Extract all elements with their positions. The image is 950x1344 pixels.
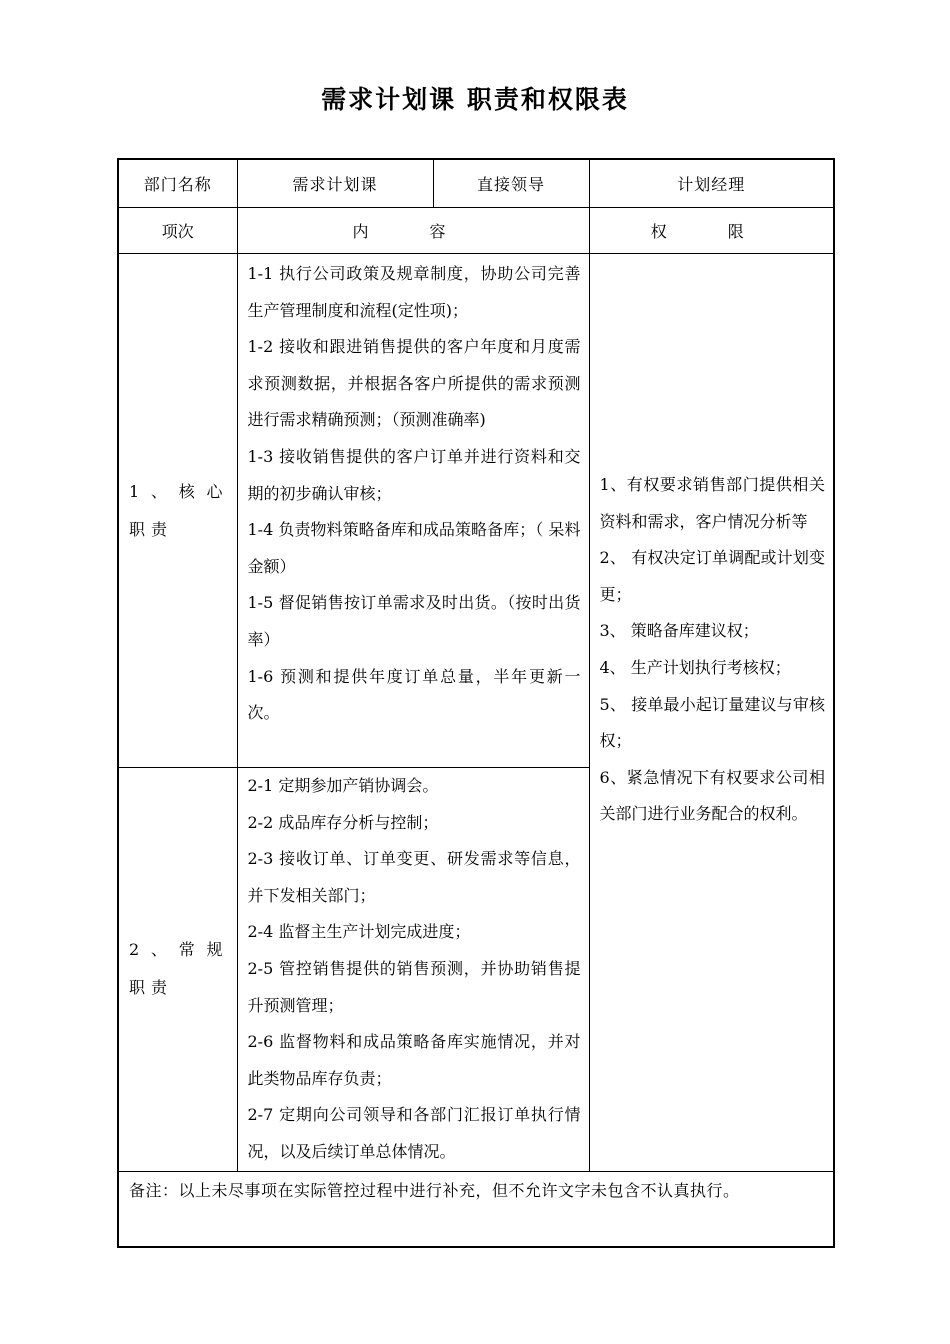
duty-item: 1-3 接收销售提供的客户订单并进行资料和交期的初步确认审核；: [247, 446, 581, 503]
direct-leader-value: 计划经理: [589, 159, 834, 208]
responsibility-table: [117, 158, 835, 1248]
duty-item: 2-7 定期向公司领导和各部门汇报订单执行情况，以及后续订单总体情况。: [247, 1105, 581, 1161]
duty-item: 2-3 接收订单、订单变更、研发需求等信息，并下发相关部门；: [247, 849, 581, 905]
direct-leader-label: 直接领导: [433, 159, 589, 208]
dept-name-label: 部门名称: [118, 159, 237, 208]
duty-item: 2-2 成品库存分析与控制；: [247, 812, 439, 832]
dept-name-value: 需求计划课: [237, 159, 433, 208]
authority-item: 3、 策略备库建议权；: [599, 621, 759, 641]
duty-item: 2-4 监督主生产计划完成进度；: [247, 922, 471, 942]
duty-item: 2-5 管控销售提供的销售预测，并协助销售提升预测管理；: [247, 958, 581, 1015]
authorities-cell: [589, 254, 834, 1172]
duty-item: 1-2 接收和跟进销售提供的客户年度和月度需求预测数据，并根据各客户所提供的需求预测进行需求精确预测；（预测准确率): [247, 337, 581, 430]
duty-item: 1-4 负责物料策略备库和成品策略备库；（ 呆料金额）: [247, 520, 581, 576]
section-label-routine: [118, 768, 237, 1172]
authority-item: 4、 生产计划执行考核权；: [599, 657, 791, 677]
core-duties-label: 1、核心职责: [129, 481, 229, 539]
authority-item: 5、 接单最小起订量建议与审核权；: [599, 694, 825, 751]
item-column-header: 项次: [118, 208, 237, 254]
core-duties-cell: [237, 254, 589, 768]
duty-item: 2-6 监督物料和成品策略备库实施情况，并对此类物品库存负责；: [247, 1032, 581, 1088]
content-column-header: 内 容: [237, 208, 589, 254]
page-title: 需求计划课 职责和权限表: [321, 85, 629, 114]
authority-item: 6、紧急情况下有权要求公司相关部门进行业务配合的权利。: [599, 767, 825, 824]
authority-item: 2、 有权决定订单调配或计划变更；: [599, 548, 825, 604]
section-label-core: [118, 254, 237, 768]
duty-item: 1-6 预测和提供年度订单总量，半年更新一次。: [247, 666, 581, 723]
authority-item: 1、有权要求销售部门提供相关资料和需求，客户情况分析等: [599, 475, 825, 531]
duty-item: 2-1 定期参加产销协调会。: [247, 776, 439, 795]
remark-note: 备注：以上未尽事项在实际管控过程中进行补充，但不允许文字未包含不认真执行。: [118, 1171, 834, 1247]
duty-item: 1-1 执行公司政策及规章制度，协助公司完善生产管理制度和流程(定性项)；: [247, 264, 581, 320]
routine-duties-cell: [237, 768, 589, 1172]
authority-column-header: 权 限: [589, 208, 834, 254]
duty-item: 1-5 督促销售按订单需求及时出货。（按时出货率）: [247, 593, 581, 649]
routine-duties-label: 2、常规职责: [129, 940, 229, 998]
